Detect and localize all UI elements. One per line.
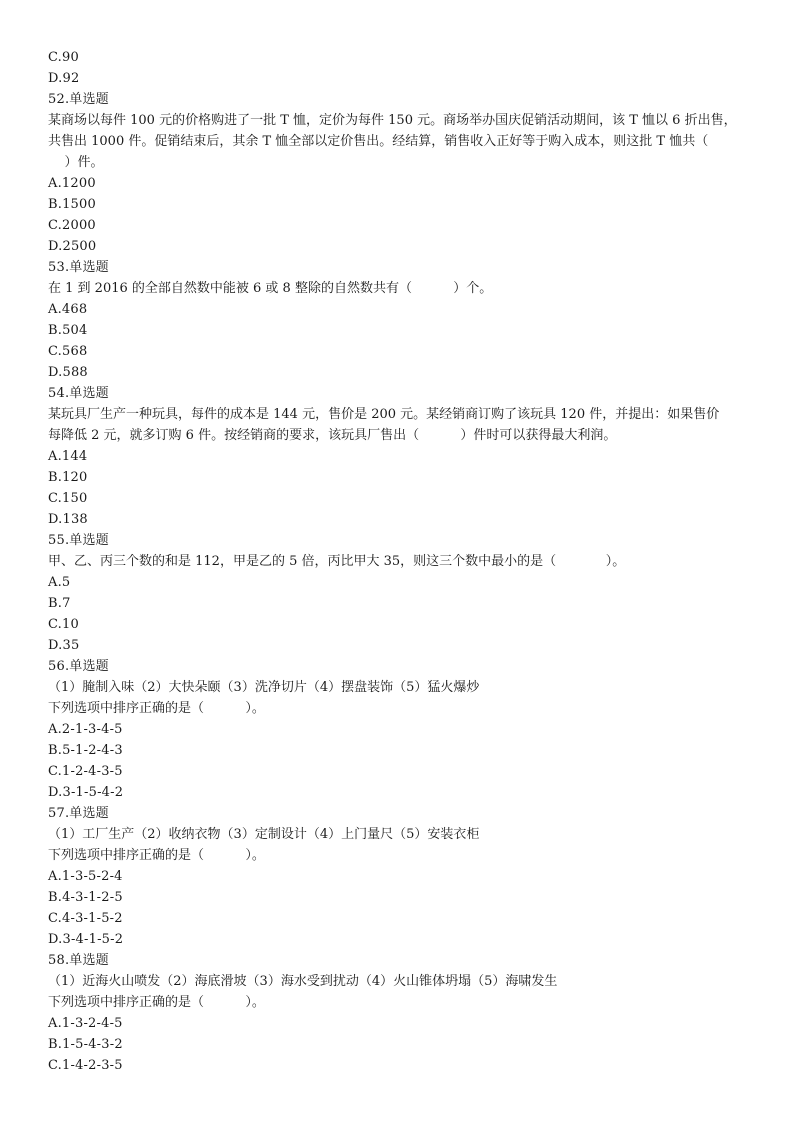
question-stem-line: ）件。 xyxy=(48,155,104,170)
answer-option: D.35 xyxy=(48,638,80,653)
question-stem-line: （1）工厂生产（2）收纳衣物（3）定制设计（4）上门量尺（5）安装衣柜 xyxy=(48,827,480,842)
answer-option: C.1-4-2-3-5 xyxy=(48,1058,123,1073)
answer-option: A.144 xyxy=(48,449,88,464)
answer-option: B.120 xyxy=(48,470,88,485)
question-stem-line: 甲、乙、丙三个数的和是 112，甲是乙的 5 倍，丙比甲大 35，则这三个数中最小的是（ ）。 xyxy=(48,554,626,569)
question-block xyxy=(48,530,758,656)
question-stem-line: （1）近海火山喷发（2）海底滑坡（3）海水受到扰动（4）火山锥体坍塌（5）海啸发生 xyxy=(48,974,558,989)
question-stem-line: （1）腌制入味（2）大快朵颐（3）洗净切片（4）摆盘装饰（5）猛火爆炒 xyxy=(48,680,480,695)
question-heading: 53.单选题 xyxy=(48,260,109,275)
question-block xyxy=(48,257,758,383)
leading-options xyxy=(48,47,758,89)
question-block xyxy=(48,950,758,1076)
answer-option: C.2000 xyxy=(48,218,96,233)
answer-option: D.2500 xyxy=(48,239,97,254)
answer-option: A.1-3-5-2-4 xyxy=(48,869,123,884)
answer-option: C.568 xyxy=(48,344,88,359)
answer-option: A.5 xyxy=(48,575,71,590)
question-stem-line: 在 1 到 2016 的全部自然数中能被 6 或 8 整除的自然数共有（ ）个。 xyxy=(48,281,493,296)
question-stem-line: 下列选项中排序正确的是（ ）。 xyxy=(48,848,265,863)
question-stem-line: 下列选项中排序正确的是（ ）。 xyxy=(48,995,265,1010)
answer-option: B.7 xyxy=(48,596,71,611)
answer-option: C.150 xyxy=(48,491,88,506)
question-heading: 57.单选题 xyxy=(48,806,109,821)
question-block xyxy=(48,89,758,257)
answer-option: D.3-4-1-5-2 xyxy=(48,932,124,947)
answer-option: B.504 xyxy=(48,323,88,338)
question-list xyxy=(48,89,758,1076)
option-d: D.92 xyxy=(48,71,80,86)
question-stem-line: 某商场以每件 100 元的价格购进了一批 T 恤，定价为每件 150 元。商场举办国庆促销活动期间，该 T 恤以 6 折出售， xyxy=(48,113,737,128)
answer-option: D.3-1-5-4-2 xyxy=(48,785,124,800)
answer-option: B.4-3-1-2-5 xyxy=(48,890,123,905)
question-heading: 56.单选题 xyxy=(48,659,109,674)
question-stem-line: 某玩具厂生产一种玩具，每件的成本是 144 元，售价是 200 元。某经销商订购了该玩具 120 件，并提出：如果售价 xyxy=(48,407,720,422)
question-block xyxy=(48,656,758,803)
option-c: C.90 xyxy=(48,50,79,65)
answer-option: A.1200 xyxy=(48,176,96,191)
answer-option: D.138 xyxy=(48,512,88,527)
answer-option: B.1500 xyxy=(48,197,96,212)
question-block xyxy=(48,803,758,950)
answer-option: B.1-5-4-3-2 xyxy=(48,1037,123,1052)
exam-page xyxy=(48,47,758,1076)
question-heading: 54.单选题 xyxy=(48,386,109,401)
answer-option: C.10 xyxy=(48,617,79,632)
question-stem-line: 每降低 2 元，就多订购 6 件。按经销商的要求，该玩具厂售出（ ）件时可以获得最大利润。 xyxy=(48,428,617,443)
question-heading: 58.单选题 xyxy=(48,953,109,968)
question-heading: 52.单选题 xyxy=(48,92,109,107)
answer-option: C.4-3-1-5-2 xyxy=(48,911,123,926)
question-stem-line: 下列选项中排序正确的是（ ）。 xyxy=(48,701,265,716)
answer-option: A.2-1-3-4-5 xyxy=(48,722,123,737)
answer-option: A.1-3-2-4-5 xyxy=(48,1016,123,1031)
answer-option: C.1-2-4-3-5 xyxy=(48,764,123,779)
answer-option: B.5-1-2-4-3 xyxy=(48,743,123,758)
question-stem-line: 共售出 1000 件。促销结束后，其余 T 恤全部以定价售出。经结算，销售收入正好等于购入成本，则这批 T 恤共（ xyxy=(48,134,709,149)
answer-option: A.468 xyxy=(48,302,88,317)
answer-option: D.588 xyxy=(48,365,88,380)
question-heading: 55.单选题 xyxy=(48,533,109,548)
question-block xyxy=(48,383,758,530)
